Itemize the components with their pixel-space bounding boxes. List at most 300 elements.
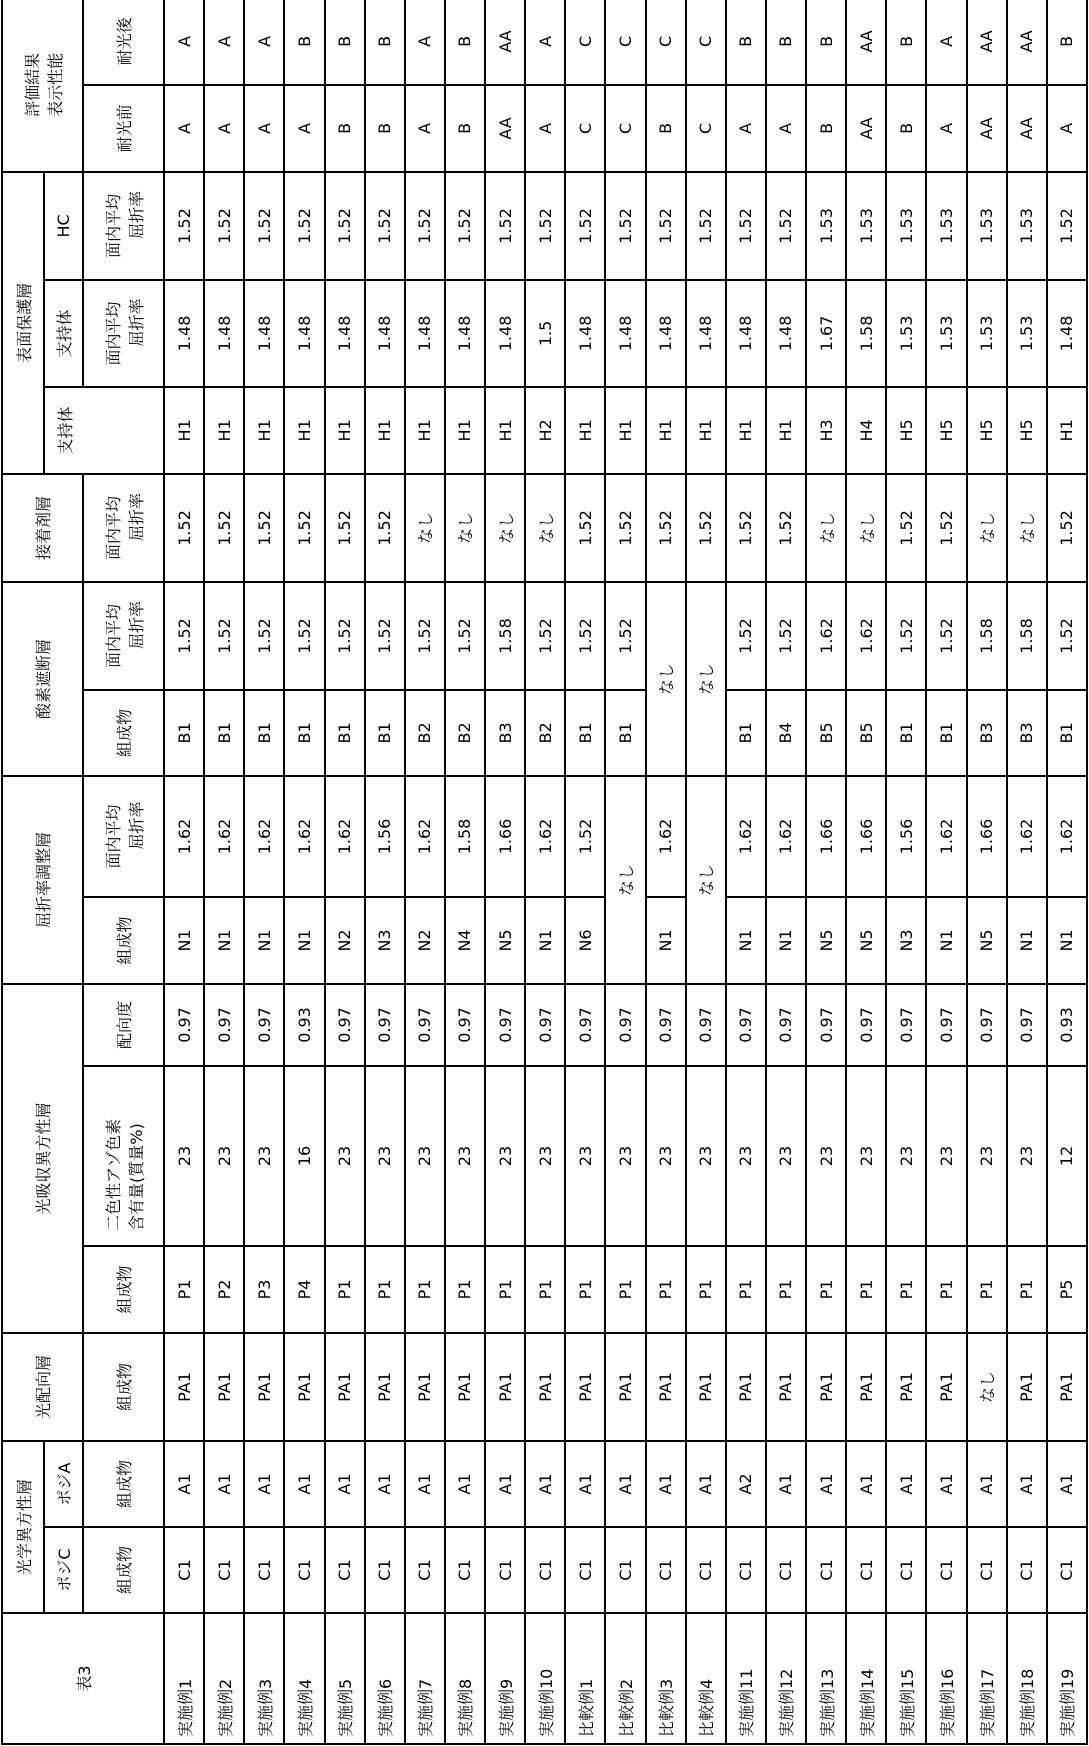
- refr-ri: 1.62: [726, 776, 766, 897]
- dye-content: 23: [967, 1066, 1007, 1246]
- support-ri: 1.48: [244, 280, 284, 387]
- hc-ri: 1.53: [967, 172, 1007, 280]
- refr-composition: N1: [766, 897, 806, 984]
- after-light: B: [886, 0, 926, 85]
- support-ri: 1.58: [846, 280, 886, 387]
- ri-line1: 面内平均: [101, 173, 124, 279]
- orientation-degree: 0.97: [204, 984, 244, 1066]
- adhesive-ri: なし: [967, 474, 1007, 582]
- adhesive-ri: 1.52: [686, 474, 726, 582]
- oxygen-composition: B2: [445, 690, 485, 776]
- dye-content: 23: [686, 1066, 726, 1246]
- after-light: AA: [485, 0, 525, 85]
- photo-align-composition: PA1: [926, 1333, 966, 1441]
- support: H1: [244, 387, 284, 474]
- header-before-light: 耐光前: [83, 85, 164, 172]
- absorption-composition: P3: [244, 1246, 284, 1333]
- after-light: B: [365, 0, 405, 85]
- before-light: A: [766, 85, 806, 172]
- absorption-composition: P1: [445, 1246, 485, 1333]
- rotated-table-page: [0, 0, 1089, 1746]
- after-light: B: [445, 0, 485, 85]
- posi-a-composition: A1: [926, 1441, 966, 1527]
- refr-composition: N1: [244, 897, 284, 984]
- table-row: [565, 0, 605, 1744]
- table-row: [926, 0, 966, 1744]
- support: H1: [565, 387, 605, 474]
- absorption-composition: P1: [164, 1246, 204, 1333]
- refr-ri: 1.66: [485, 776, 525, 897]
- row-label: 実施例5: [325, 1613, 365, 1744]
- absorption-composition: P1: [605, 1246, 645, 1333]
- support-ri: 1.48: [646, 280, 686, 387]
- table-row: [445, 0, 485, 1744]
- row-label: 実施例4: [284, 1613, 324, 1744]
- table-row: [806, 0, 846, 1744]
- support-ri: 1.48: [204, 280, 244, 387]
- table-row: [846, 0, 886, 1744]
- row-label: 実施例16: [926, 1613, 966, 1744]
- posi-c-composition: C1: [565, 1527, 605, 1613]
- adhesive-ri: 1.52: [886, 474, 926, 582]
- photo-align-composition: PA1: [1007, 1333, 1047, 1441]
- refr-composition: N1: [926, 897, 966, 984]
- oxygen-ri: 1.62: [806, 582, 846, 690]
- hc-ri: 1.53: [846, 172, 886, 280]
- hc-ri: 1.52: [204, 172, 244, 280]
- adhesive-ri: なし: [846, 474, 886, 582]
- row-label: 実施例6: [365, 1613, 405, 1744]
- support: H1: [686, 387, 726, 474]
- posi-a-composition: A1: [1007, 1441, 1047, 1527]
- refr-composition: N2: [405, 897, 445, 984]
- posi-a-composition: A2: [726, 1441, 766, 1527]
- before-light: B: [886, 85, 926, 172]
- row-label: 実施例18: [1007, 1613, 1047, 1744]
- dye-content: 23: [325, 1066, 365, 1246]
- table-row: [204, 0, 244, 1744]
- results-table-3: [1, 0, 1088, 1745]
- hc-ri: 1.52: [244, 172, 284, 280]
- support: H5: [967, 387, 1007, 474]
- posi-a-composition: A1: [325, 1441, 365, 1527]
- posi-a-composition: A1: [846, 1441, 886, 1527]
- hc-ri: 1.52: [1047, 172, 1087, 280]
- support: H1: [1047, 387, 1087, 474]
- header-light-absorption-layer: 光吸収異方性層: [2, 984, 83, 1333]
- adhesive-ri: 1.52: [244, 474, 284, 582]
- hc-ri: 1.52: [646, 172, 686, 280]
- oxygen-ri: 1.52: [565, 582, 605, 690]
- posi-c-composition: C1: [1047, 1527, 1087, 1613]
- ri-line1: 面内平均: [101, 583, 124, 689]
- support-ri: 1.48: [164, 280, 204, 387]
- after-light: C: [605, 0, 645, 85]
- posi-c-composition: C1: [806, 1527, 846, 1613]
- oxygen-ri: 1.52: [325, 582, 365, 690]
- posi-a-composition: A1: [646, 1441, 686, 1527]
- dye-content: 23: [605, 1066, 645, 1246]
- oxygen-ri: 1.52: [445, 582, 485, 690]
- posi-c-composition: C1: [967, 1527, 1007, 1613]
- support: H1: [164, 387, 204, 474]
- oxygen-ri: 1.52: [926, 582, 966, 690]
- adhesive-ri: なし: [445, 474, 485, 582]
- posi-c-composition: C1: [525, 1527, 565, 1613]
- header-refr-composition: 組成物: [83, 897, 164, 984]
- orientation-degree: 0.97: [926, 984, 966, 1066]
- after-light: A: [405, 0, 445, 85]
- photo-align-composition: PA1: [846, 1333, 886, 1441]
- absorption-composition: P1: [886, 1246, 926, 1333]
- orientation-degree: 0.97: [686, 984, 726, 1066]
- adhesive-ri: 1.52: [605, 474, 645, 582]
- header-photo-align-composition: 組成物: [83, 1333, 164, 1441]
- after-light: C: [686, 0, 726, 85]
- orientation-degree: 0.97: [405, 984, 445, 1066]
- adhesive-ri: 1.52: [204, 474, 244, 582]
- photo-align-composition: PA1: [204, 1333, 244, 1441]
- header-surface-protection-layer: 表面保護層: [2, 172, 44, 474]
- absorption-composition: P1: [686, 1246, 726, 1333]
- support-ri: 1.53: [1007, 280, 1047, 387]
- posi-a-composition: A1: [605, 1441, 645, 1527]
- support: H5: [1007, 387, 1047, 474]
- oxygen-layer-none: なし: [646, 582, 686, 776]
- adhesive-ri: 1.52: [646, 474, 686, 582]
- before-light: B: [325, 85, 365, 172]
- after-light: A: [926, 0, 966, 85]
- posi-a-composition: A1: [485, 1441, 525, 1527]
- oxygen-composition: B1: [365, 690, 405, 776]
- adhesive-ri: 1.52: [565, 474, 605, 582]
- orientation-degree: 0.97: [565, 984, 605, 1066]
- refr-composition: N5: [846, 897, 886, 984]
- refr-composition: N5: [806, 897, 846, 984]
- header-evaluation-line2: 表示性能: [43, 0, 66, 171]
- dye-content: 23: [445, 1066, 485, 1246]
- table-row: [525, 0, 565, 1744]
- header-orientation-degree: 配向度: [83, 984, 164, 1066]
- refr-ri: 1.62: [244, 776, 284, 897]
- adhesive-ri: 1.52: [1047, 474, 1087, 582]
- absorption-composition: P1: [485, 1246, 525, 1333]
- photo-align-composition: PA1: [726, 1333, 766, 1441]
- posi-a-composition: A1: [445, 1441, 485, 1527]
- table-row: [405, 0, 445, 1744]
- support: H1: [325, 387, 365, 474]
- refr-composition: N1: [164, 897, 204, 984]
- support: H1: [766, 387, 806, 474]
- support: H1: [605, 387, 645, 474]
- dye-content: 23: [646, 1066, 686, 1246]
- posi-c-composition: C1: [485, 1527, 525, 1613]
- oxygen-ri: 1.52: [405, 582, 445, 690]
- oxygen-ri: 1.52: [284, 582, 324, 690]
- support: H3: [806, 387, 846, 474]
- support-ri: 1.53: [967, 280, 1007, 387]
- header-dye-content-line2: 含有量(質量%): [124, 1067, 147, 1231]
- oxygen-composition: B3: [1007, 690, 1047, 776]
- refr-ri: 1.62: [405, 776, 445, 897]
- oxygen-ri: 1.58: [485, 582, 525, 690]
- oxygen-composition: B1: [204, 690, 244, 776]
- photo-align-composition: PA1: [244, 1333, 284, 1441]
- oxygen-composition: B1: [926, 690, 966, 776]
- support-ri: 1.48: [686, 280, 726, 387]
- header-posi-c-composition: 組成物: [83, 1527, 164, 1613]
- orientation-degree: 0.97: [1007, 984, 1047, 1066]
- orientation-degree: 0.93: [284, 984, 324, 1066]
- hc-ri: 1.52: [726, 172, 766, 280]
- after-light: C: [565, 0, 605, 85]
- row-label: 比較例4: [686, 1613, 726, 1744]
- before-light: A: [244, 85, 284, 172]
- adhesive-ri: 1.52: [726, 474, 766, 582]
- posi-c-composition: C1: [325, 1527, 365, 1613]
- table-row: [1007, 0, 1047, 1744]
- refr-ri: 1.62: [164, 776, 204, 897]
- orientation-degree: 0.97: [967, 984, 1007, 1066]
- oxygen-ri: 1.52: [365, 582, 405, 690]
- after-light: B: [284, 0, 324, 85]
- refr-layer-none: なし: [686, 776, 726, 984]
- posi-a-composition: A1: [204, 1441, 244, 1527]
- before-light: A: [164, 85, 204, 172]
- hc-ri: 1.53: [806, 172, 846, 280]
- orientation-degree: 0.97: [846, 984, 886, 1066]
- after-light: B: [726, 0, 766, 85]
- hc-ri: 1.53: [886, 172, 926, 280]
- posi-c-composition: C1: [846, 1527, 886, 1613]
- refr-composition: N5: [967, 897, 1007, 984]
- row-label: 比較例1: [565, 1613, 605, 1744]
- oxygen-ri: 1.52: [726, 582, 766, 690]
- row-label: 実施例7: [405, 1613, 445, 1744]
- posi-c-composition: C1: [164, 1527, 204, 1613]
- header-photo-alignment-layer: 光配向層: [2, 1333, 83, 1441]
- adhesive-ri: 1.52: [164, 474, 204, 582]
- header-adhesive-ri: [83, 474, 164, 582]
- dye-content: 23: [806, 1066, 846, 1246]
- orientation-degree: 0.97: [244, 984, 284, 1066]
- before-light: AA: [967, 85, 1007, 172]
- table-row: [726, 0, 766, 1744]
- support-ri: 1.48: [485, 280, 525, 387]
- support-ri: 1.48: [565, 280, 605, 387]
- refr-composition: N1: [1047, 897, 1087, 984]
- posi-a-composition: A1: [525, 1441, 565, 1527]
- dye-content: 23: [886, 1066, 926, 1246]
- photo-align-composition: PA1: [485, 1333, 525, 1441]
- dye-content: 23: [726, 1066, 766, 1246]
- photo-align-composition: PA1: [806, 1333, 846, 1441]
- support: H4: [846, 387, 886, 474]
- adhesive-ri: なし: [405, 474, 445, 582]
- oxygen-ri: 1.58: [1007, 582, 1047, 690]
- posi-c-composition: C1: [886, 1527, 926, 1613]
- posi-a-composition: A1: [405, 1441, 445, 1527]
- hc-ri: 1.52: [686, 172, 726, 280]
- row-label: 実施例3: [244, 1613, 284, 1744]
- absorption-composition: P5: [1047, 1246, 1087, 1333]
- hc-ri: 1.53: [926, 172, 966, 280]
- header-oxygen-composition: 組成物: [83, 690, 164, 776]
- hc-ri: 1.52: [565, 172, 605, 280]
- refr-composition: N3: [886, 897, 926, 984]
- dye-content: 23: [766, 1066, 806, 1246]
- posi-c-composition: C1: [766, 1527, 806, 1613]
- before-light: AA: [485, 85, 525, 172]
- support-ri: 1.48: [445, 280, 485, 387]
- adhesive-ri: なし: [525, 474, 565, 582]
- oxygen-ri: 1.52: [1047, 582, 1087, 690]
- table-row: [284, 0, 324, 1744]
- dye-content: 12: [1047, 1066, 1087, 1246]
- dye-content: 23: [926, 1066, 966, 1246]
- dye-content: 23: [244, 1066, 284, 1246]
- absorption-composition: P1: [325, 1246, 365, 1333]
- photo-align-composition: PA1: [284, 1333, 324, 1441]
- dye-content: 23: [846, 1066, 886, 1246]
- header-adhesive-layer: 接着剤層: [2, 474, 83, 582]
- absorption-composition: P4: [284, 1246, 324, 1333]
- oxygen-composition: B1: [1047, 690, 1087, 776]
- row-label: 実施例11: [726, 1613, 766, 1744]
- absorption-composition: P1: [1007, 1246, 1047, 1333]
- hc-ri: 1.52: [365, 172, 405, 280]
- refr-ri: 1.62: [204, 776, 244, 897]
- before-light: B: [646, 85, 686, 172]
- oxygen-composition: B2: [405, 690, 445, 776]
- table-row: [1047, 0, 1087, 1744]
- support: H1: [726, 387, 766, 474]
- oxygen-ri: 1.58: [967, 582, 1007, 690]
- absorption-composition: P1: [926, 1246, 966, 1333]
- refr-composition: N2: [325, 897, 365, 984]
- table-row: [967, 0, 1007, 1744]
- before-light: A: [1047, 85, 1087, 172]
- photo-align-composition: PA1: [686, 1333, 726, 1441]
- oxygen-ri: 1.52: [164, 582, 204, 690]
- table-row: [164, 0, 204, 1744]
- oxygen-composition: B1: [726, 690, 766, 776]
- oxygen-composition: B1: [164, 690, 204, 776]
- header-support-ri-group: 支持体: [44, 280, 83, 387]
- header-evaluation: [2, 0, 83, 172]
- photo-align-composition: PA1: [886, 1333, 926, 1441]
- after-light: A: [164, 0, 204, 85]
- refr-ri: 1.66: [967, 776, 1007, 897]
- posi-a-composition: A1: [1047, 1441, 1087, 1527]
- photo-align-composition: PA1: [646, 1333, 686, 1441]
- row-label: 比較例2: [605, 1613, 645, 1744]
- refr-composition: N4: [445, 897, 485, 984]
- dye-content: 23: [204, 1066, 244, 1246]
- oxygen-composition: B5: [846, 690, 886, 776]
- refr-composition: N1: [1007, 897, 1047, 984]
- posi-c-composition: C1: [605, 1527, 645, 1613]
- hc-ri: 1.52: [164, 172, 204, 280]
- photo-align-composition: PA1: [405, 1333, 445, 1441]
- refr-ri: 1.62: [646, 776, 686, 897]
- header-dye-content: [83, 1066, 164, 1246]
- oxygen-composition: B4: [766, 690, 806, 776]
- posi-a-composition: A1: [365, 1441, 405, 1527]
- absorption-composition: P1: [967, 1246, 1007, 1333]
- ri-line1: 面内平均: [101, 281, 124, 386]
- before-light: C: [605, 85, 645, 172]
- dye-content: 23: [365, 1066, 405, 1246]
- oxygen-ri: 1.52: [525, 582, 565, 690]
- oxygen-composition: B3: [967, 690, 1007, 776]
- photo-align-composition: PA1: [766, 1333, 806, 1441]
- header-absorption-composition: 組成物: [83, 1246, 164, 1333]
- orientation-degree: 0.93: [1047, 984, 1087, 1066]
- support: H5: [926, 387, 966, 474]
- absorption-composition: P1: [646, 1246, 686, 1333]
- photo-align-composition: PA1: [325, 1333, 365, 1441]
- orientation-degree: 0.97: [806, 984, 846, 1066]
- photo-align-composition: PA1: [605, 1333, 645, 1441]
- refr-ri: 1.56: [886, 776, 926, 897]
- before-light: B: [365, 85, 405, 172]
- refr-ri: 1.62: [284, 776, 324, 897]
- posi-c-composition: C1: [405, 1527, 445, 1613]
- photo-align-composition: PA1: [565, 1333, 605, 1441]
- header-oxygen-ri: [83, 582, 164, 690]
- before-light: A: [726, 85, 766, 172]
- row-label: 実施例8: [445, 1613, 485, 1744]
- ri-line2: 屈折率: [124, 475, 147, 581]
- posi-c-composition: C1: [926, 1527, 966, 1613]
- orientation-degree: 0.97: [325, 984, 365, 1066]
- posi-c-composition: C1: [244, 1527, 284, 1613]
- ri-line2: 屈折率: [124, 281, 147, 386]
- table-row: [686, 0, 726, 1744]
- refr-composition: N1: [204, 897, 244, 984]
- refr-composition: N3: [365, 897, 405, 984]
- after-light: B: [806, 0, 846, 85]
- posi-a-composition: A1: [766, 1441, 806, 1527]
- support-ri: 1.48: [284, 280, 324, 387]
- posi-a-composition: A1: [967, 1441, 1007, 1527]
- table-title: 表3: [2, 1613, 164, 1744]
- refr-ri: 1.62: [766, 776, 806, 897]
- support-ri: 1.53: [926, 280, 966, 387]
- oxygen-composition: B5: [806, 690, 846, 776]
- dye-content: 23: [1007, 1066, 1047, 1246]
- support: H1: [204, 387, 244, 474]
- header-dye-content-line1: 二色性アゾ色素: [101, 1067, 124, 1231]
- row-label: 実施例15: [886, 1613, 926, 1744]
- dye-content: 23: [485, 1066, 525, 1246]
- refr-composition: N1: [726, 897, 766, 984]
- refr-ri: 1.62: [1047, 776, 1087, 897]
- orientation-degree: 0.97: [886, 984, 926, 1066]
- adhesive-ri: なし: [1007, 474, 1047, 582]
- hc-ri: 1.52: [605, 172, 645, 280]
- absorption-composition: P1: [565, 1246, 605, 1333]
- orientation-degree: 0.97: [445, 984, 485, 1066]
- refr-composition: N1: [646, 897, 686, 984]
- refr-ri: 1.56: [365, 776, 405, 897]
- orientation-degree: 0.97: [646, 984, 686, 1066]
- refr-ri: 1.66: [806, 776, 846, 897]
- row-label: 比較例3: [646, 1613, 686, 1744]
- after-light: AA: [846, 0, 886, 85]
- before-light: A: [525, 85, 565, 172]
